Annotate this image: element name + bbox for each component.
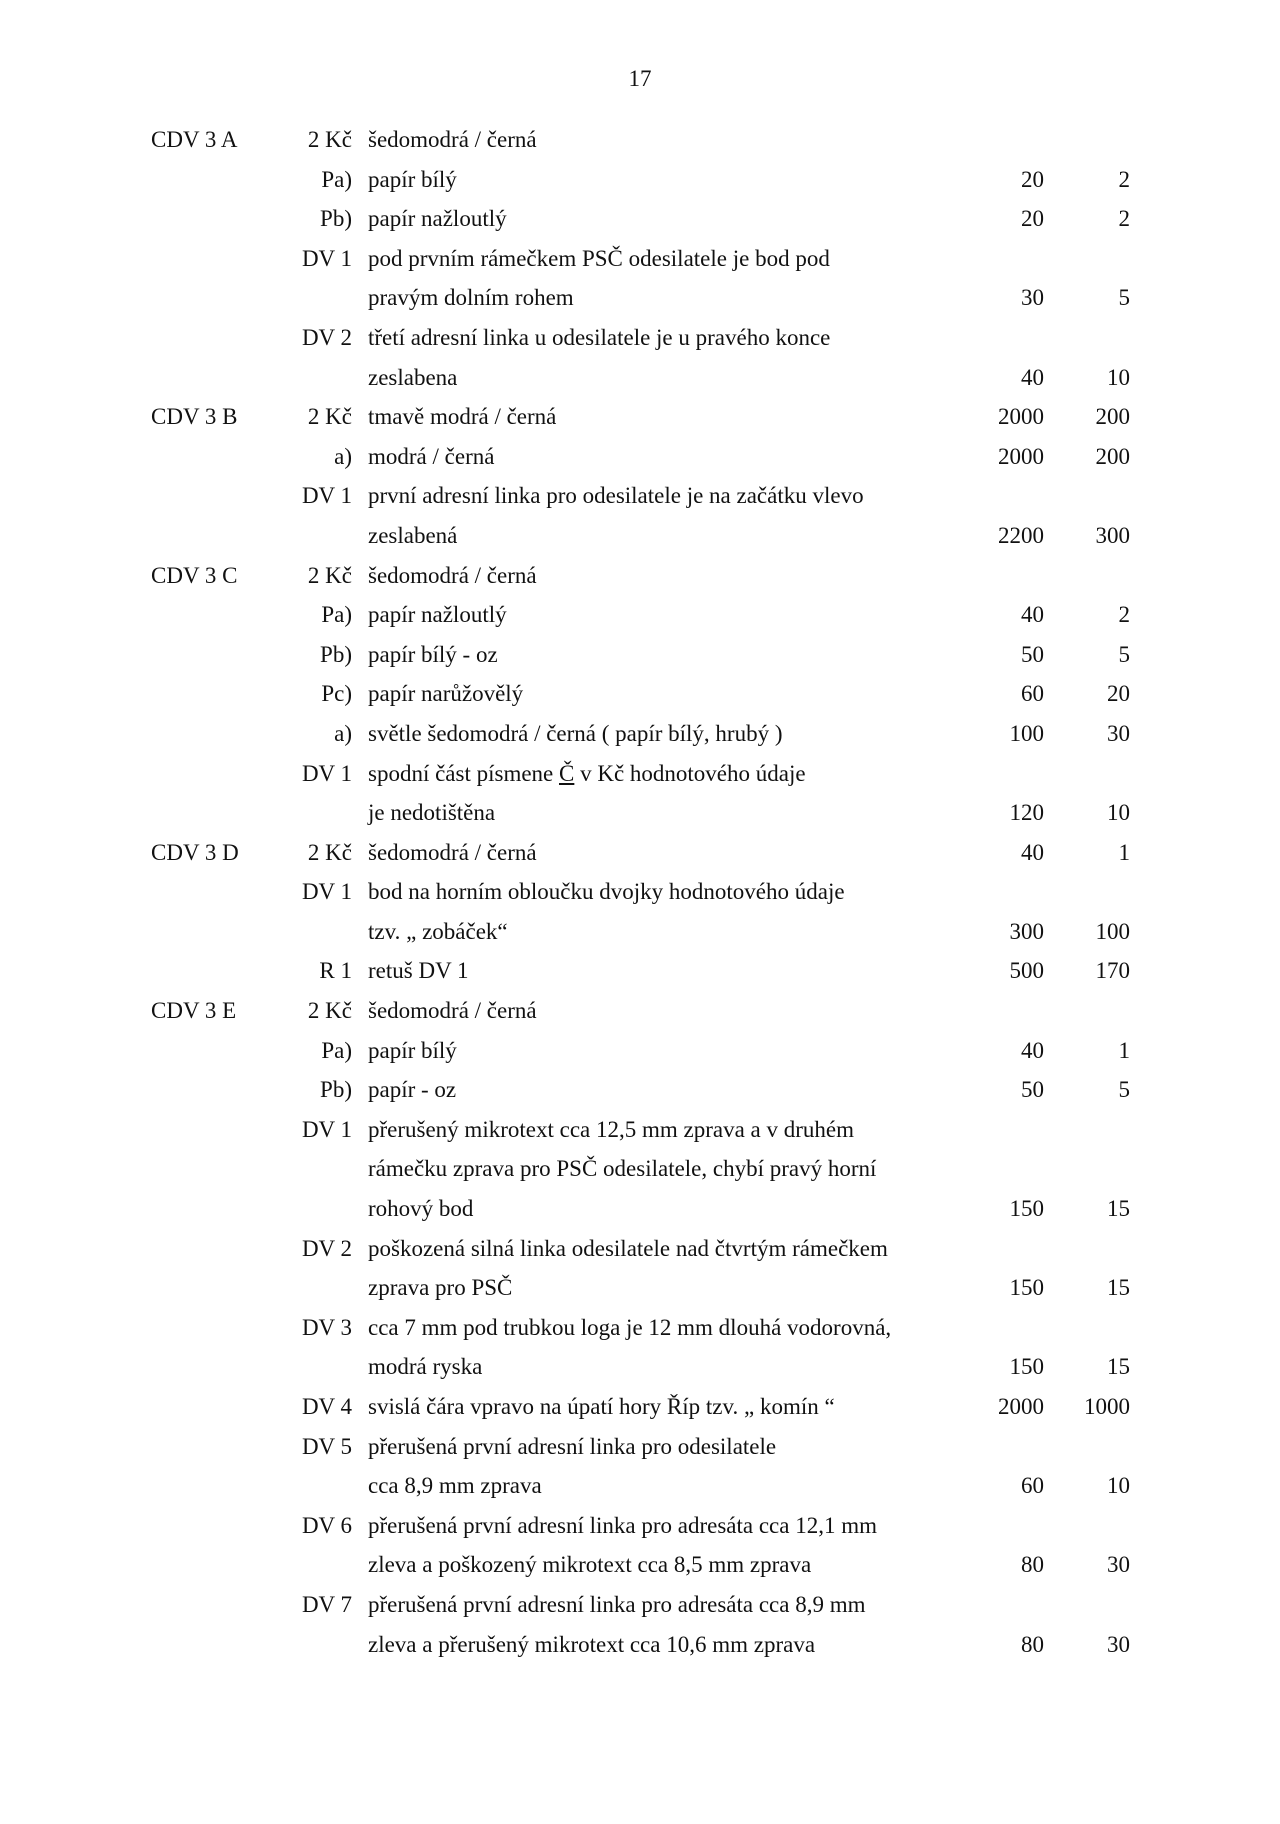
page-number: 17 [628, 66, 652, 91]
entry-description: přerušený mikrotext cca 12,5 mm zprava a v druhém [368, 1116, 855, 1142]
entry-description: přerušená první adresní linka pro adresáta cca 8,9 mm [368, 1591, 866, 1617]
price-used: 2 [1118, 602, 1130, 628]
entry-description: retuš DV 1 [368, 958, 469, 984]
catalog-line [0, 1110, 1280, 1150]
entry-mark: DV 5 [301, 1433, 352, 1459]
price-used: 10 [1107, 364, 1130, 390]
entry-description: papír nažloutlý [368, 602, 507, 628]
price-unused: 60 [1021, 681, 1044, 707]
entry-description: bod na horním obloučku dvojky hodnotového údaje [368, 879, 845, 905]
price-unused: 2000 [998, 404, 1044, 430]
catalog-line [0, 1545, 1280, 1585]
entry-description: zeslabena [368, 364, 458, 390]
entry-mark: Pb) [320, 206, 352, 232]
price-unused: 40 [1021, 1037, 1044, 1063]
price-used: 30 [1107, 1631, 1130, 1657]
catalog-line [0, 1506, 1280, 1546]
catalog-line [0, 991, 1280, 1031]
entry-mark: DV 6 [301, 1512, 352, 1538]
entry-description: přerušená první adresní linka pro odesilatele [368, 1433, 777, 1459]
price-used: 30 [1107, 1552, 1130, 1578]
entry-description: šedomodrá / černá [368, 127, 537, 152]
description-part: v Kč hodnotového údaje [574, 760, 806, 786]
entry-mark: DV 1 [301, 1116, 352, 1142]
entry-mark: DV 4 [301, 1394, 352, 1419]
entry-mark: 2 Kč [307, 998, 352, 1024]
entry-mark: DV 3 [301, 1314, 352, 1340]
price-used: 5 [1118, 1077, 1130, 1103]
entry-description: zleva a přerušený mikrotext cca 10,6 mm zprava [368, 1631, 816, 1657]
entry-description: zeslabená [368, 522, 458, 548]
entry-mark: 2 Kč [307, 839, 352, 865]
price-used: 1000 [1084, 1394, 1130, 1419]
price-unused: 2000 [998, 1394, 1044, 1419]
catalog-line [0, 1466, 1280, 1506]
entry-description: svislá čára vpravo na úpatí hory Říp tzv. „ komín “ [368, 1394, 835, 1419]
price-used: 5 [1118, 285, 1130, 311]
entry-mark: DV 1 [301, 879, 352, 905]
entry-mark: 2 Kč [307, 562, 352, 588]
price-unused: 80 [1021, 1631, 1044, 1657]
entry-description: modrá / černá [368, 443, 495, 469]
entry-description: modrá ryska [368, 1354, 483, 1380]
catalog-line [0, 1229, 1280, 1269]
catalog-line [0, 397, 1280, 437]
price-unused: 2200 [998, 522, 1044, 548]
entry-code: CDV 3 E [151, 998, 237, 1024]
price-unused: 40 [1021, 839, 1044, 865]
catalog-line [0, 278, 1280, 318]
description-part: spodní část písmene [368, 760, 559, 786]
catalog-listing [0, 120, 1280, 1664]
price-unused: 20 [1021, 166, 1044, 192]
entry-code: CDV 3 B [151, 404, 238, 430]
price-unused: 120 [1009, 800, 1044, 826]
entry-mark: DV 1 [301, 483, 352, 509]
entry-mark: DV 2 [301, 324, 352, 350]
entry-mark: DV 7 [301, 1591, 352, 1617]
entry-mark: DV 2 [301, 1235, 352, 1261]
price-used: 15 [1107, 1196, 1130, 1222]
entry-mark: Pc) [321, 681, 352, 707]
price-used: 100 [1095, 918, 1130, 944]
entry-code: CDV 3 C [151, 562, 238, 588]
price-used: 5 [1118, 641, 1130, 667]
catalog-line [0, 1031, 1280, 1071]
price-used: 200 [1095, 443, 1130, 469]
entry-description: šedomodrá / černá [368, 562, 537, 588]
entry-description: šedomodrá / černá [368, 998, 537, 1024]
catalog-line [0, 437, 1280, 477]
price-unused: 500 [1009, 958, 1044, 984]
entry-description: cca 8,9 mm zprava [368, 1473, 542, 1499]
price-unused: 150 [1009, 1354, 1044, 1380]
entry-mark: DV 1 [301, 760, 352, 786]
entry-description: rohový bod [368, 1196, 474, 1222]
entry-description: pravým dolním rohem [368, 285, 574, 311]
entry-description: papír nažloutlý [368, 206, 507, 232]
catalog-line [0, 951, 1280, 991]
entry-description [368, 754, 806, 794]
catalog-line [0, 199, 1280, 239]
price-unused: 150 [1009, 1196, 1044, 1222]
catalog-line [0, 1189, 1280, 1229]
entry-description: papír - oz [368, 1077, 457, 1103]
entry-description: cca 7 mm pod trubkou loga je 12 mm dlouhá vodorovná, [368, 1314, 892, 1340]
price-used: 300 [1095, 522, 1130, 548]
price-unused: 80 [1021, 1552, 1044, 1578]
catalog-line [0, 1149, 1280, 1189]
entry-code: CDV 3 D [151, 839, 239, 865]
price-used: 10 [1107, 800, 1130, 826]
entry-description: první adresní linka pro odesilatele je na začátku vlevo [368, 483, 864, 509]
entry-description: poškozená silná linka odesilatele nad čtvrtým rámečkem [368, 1235, 888, 1261]
catalog-line [0, 1347, 1280, 1387]
price-unused: 2000 [998, 443, 1044, 469]
entry-description: šedomodrá / černá [368, 839, 537, 865]
catalog-line [0, 833, 1280, 873]
entry-description: zprava pro PSČ [368, 1275, 513, 1301]
description-part: Č [559, 760, 575, 786]
price-used: 15 [1107, 1354, 1130, 1380]
catalog-line [0, 872, 1280, 912]
price-unused: 100 [1009, 720, 1044, 746]
catalog-line [0, 1308, 1280, 1348]
entry-mark: Pa) [321, 1037, 352, 1063]
entry-description: je nedotištěna [368, 800, 496, 826]
catalog-line [0, 754, 1280, 794]
entry-description: přerušená první adresní linka pro adresáta cca 12,1 mm [368, 1512, 877, 1538]
entry-description: tmavě modrá / černá [368, 404, 557, 430]
price-used: 10 [1107, 1473, 1130, 1499]
catalog-line [0, 912, 1280, 952]
entry-mark: a) [334, 720, 352, 746]
price-used: 200 [1095, 404, 1130, 430]
entry-mark: Pa) [321, 602, 352, 628]
catalog-line [0, 1585, 1280, 1625]
catalog-line [0, 160, 1280, 200]
catalog-line [0, 595, 1280, 635]
price-unused: 40 [1021, 364, 1044, 390]
catalog-line [0, 1625, 1280, 1665]
price-unused: 50 [1021, 641, 1044, 667]
price-used: 2 [1118, 166, 1130, 192]
entry-mark: Pb) [320, 641, 352, 667]
catalog-line [0, 120, 1280, 160]
catalog-line [0, 476, 1280, 516]
catalog-line [0, 1427, 1280, 1467]
entry-description: papír narůžovělý [368, 681, 524, 707]
price-unused: 50 [1021, 1077, 1044, 1103]
price-unused: 20 [1021, 206, 1044, 232]
price-used: 20 [1107, 681, 1130, 707]
price-used: 15 [1107, 1275, 1130, 1301]
entry-mark: 2 Kč [307, 127, 352, 152]
catalog-line [0, 358, 1280, 398]
catalog-line [0, 1387, 1280, 1427]
catalog-line [0, 1070, 1280, 1110]
catalog-line [0, 714, 1280, 754]
entry-description: zleva a poškozený mikrotext cca 8,5 mm zprava [368, 1552, 812, 1578]
entry-mark: Pb) [320, 1077, 352, 1103]
price-used: 170 [1095, 958, 1130, 984]
entry-mark: 2 Kč [307, 404, 352, 430]
entry-mark: DV 1 [301, 245, 352, 271]
entry-description: papír bílý [368, 1037, 457, 1063]
catalog-line [0, 674, 1280, 714]
price-unused: 30 [1021, 285, 1044, 311]
price-used: 30 [1107, 720, 1130, 746]
price-unused: 150 [1009, 1275, 1044, 1301]
price-used: 2 [1118, 206, 1130, 232]
catalog-line [0, 793, 1280, 833]
entry-mark: a) [334, 443, 352, 469]
entry-description: papír bílý [368, 166, 457, 192]
entry-code: CDV 3 A [151, 127, 238, 152]
price-unused: 300 [1009, 918, 1044, 944]
catalog-line [0, 516, 1280, 556]
entry-description: rámečku zprava pro PSČ odesilatele, chybí pravý horní [368, 1156, 877, 1182]
price-unused: 40 [1021, 602, 1044, 628]
catalog-line [0, 635, 1280, 675]
entry-description: třetí adresní linka u odesilatele je u pravého konce [368, 324, 831, 350]
price-unused: 60 [1021, 1473, 1044, 1499]
entry-mark: Pa) [321, 166, 352, 192]
entry-description: světle šedomodrá / černá ( papír bílý, hrubý ) [368, 720, 783, 746]
price-used: 1 [1118, 839, 1130, 865]
entry-description: tzv. „ zobáček“ [368, 918, 508, 944]
catalog-line [0, 556, 1280, 596]
entry-mark: R 1 [319, 958, 352, 984]
entry-description: pod prvním rámečkem PSČ odesilatele je bod pod [368, 245, 830, 271]
catalog-line [0, 1268, 1280, 1308]
price-used: 1 [1118, 1037, 1130, 1063]
catalog-line [0, 239, 1280, 279]
catalog-line [0, 318, 1280, 358]
entry-description: papír bílý - oz [368, 641, 498, 667]
